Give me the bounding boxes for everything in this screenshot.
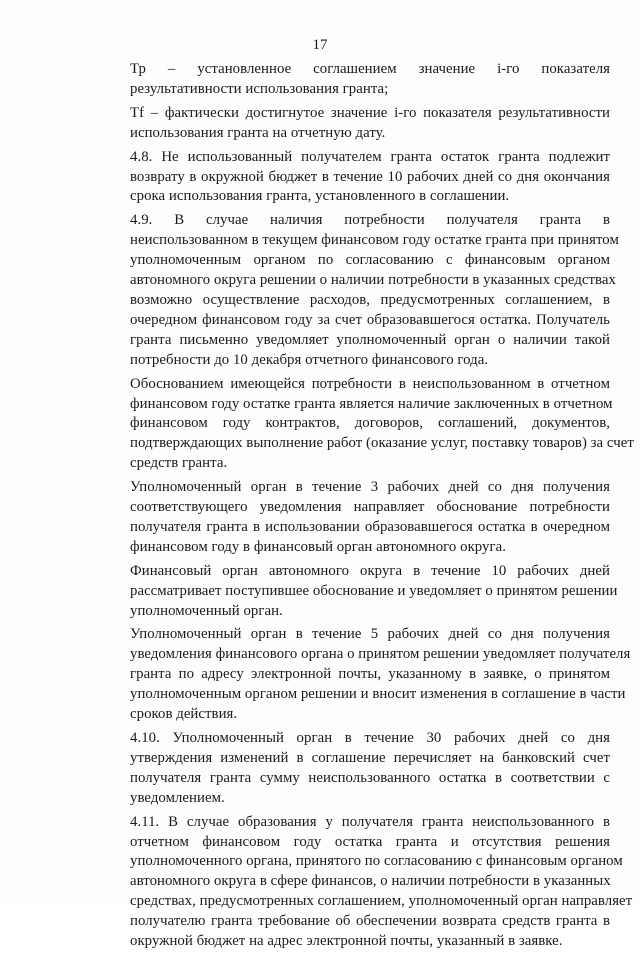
- text-line: автономного округа в сфере финансов, о наличии потребности в указанных: [130, 873, 611, 890]
- document-body: [96, 60, 634, 956]
- paragraph-clause-4-8: [96, 148, 610, 208]
- paragraph-authorized-body-3-days: [96, 478, 610, 558]
- text-line: уполномоченным органом по согласованию с финансовым органом: [130, 252, 610, 269]
- text-line: Tf – фактически достигнутое значение i-го показателя результативности: [130, 104, 610, 121]
- text-line: Уполномоченный орган в течение 5 рабочих дней со дня получения: [130, 626, 610, 643]
- text-line: сроков действия.: [130, 706, 238, 723]
- text-line: получателю гранта требование об обеспечении возврата средств гранта в: [130, 913, 610, 930]
- text-line: 4.9. В случае наличия потребности получателя гранта в: [130, 212, 610, 229]
- text-line: уполномоченного органа, принятого по согласованию с финансовым органом: [130, 853, 623, 870]
- text-line: средств гранта.: [130, 455, 228, 472]
- text-line: получателя гранта в использовании образовавшегося остатка в очередном: [130, 518, 610, 535]
- page-number: 17: [312, 37, 328, 53]
- paragraph-clause-4-9: [96, 211, 619, 370]
- text-line: 4.10. Уполномоченный орган в течение 30 рабочих дней со дня: [130, 730, 610, 746]
- paragraph-authorized-body-5-days: [96, 625, 631, 725]
- text-line: получателя гранта сумму неиспользованного остатка в соответствии с: [130, 769, 610, 786]
- paragraph-clause-4-10: [96, 729, 610, 809]
- text-line: гранта по адресу электронной почты, указанному в заявке, о принятом: [130, 666, 610, 683]
- paragraph-financial-body-10-days: [96, 562, 618, 622]
- text-line: Тр – установленное соглашением значение i-го показателя: [130, 61, 610, 77]
- text-line: результативности использования гранта;: [130, 80, 389, 97]
- text-line: уведомлением.: [130, 789, 225, 806]
- paragraph-justification: [96, 375, 634, 475]
- text-line: финансовом году в финансовый орган автономного округа.: [130, 538, 506, 555]
- text-line: рассматривает поступившее обоснование и уведомляет о принятом решении: [130, 582, 618, 599]
- text-line: средствах, предусмотренных соглашением, уполномоченный орган направляет: [130, 893, 633, 910]
- text-line: уведомления финансового органа о принятом решении уведомляет получателя: [130, 646, 631, 663]
- text-line: финансовом году контрактов, договоров, соглашений, документов,: [130, 415, 610, 432]
- text-line: подтверждающих выполнение работ (оказание услуг, поставку товаров) за счет: [130, 435, 634, 452]
- text-line: потребности до 10 декабря отчетного финансового года.: [130, 351, 489, 368]
- text-line: возврату в окружной бюджет в течение 10 рабочих дней со дня окончания: [130, 168, 610, 185]
- text-line: использования гранта на отчетную дату.: [130, 124, 386, 141]
- text-line: срока использования гранта, установленного в соглашении.: [130, 188, 510, 205]
- text-line: финансовом году остатке гранта является наличие заключенных в отчетном: [130, 395, 613, 412]
- text-line: автономного округа решении о наличии потребности в указанных средствах: [130, 272, 616, 289]
- text-line: окружной бюджет на адрес электронной почты, указанный в заявке.: [130, 933, 563, 950]
- text-line: Обоснованием имеющейся потребности в неиспользованном в отчетном: [130, 375, 610, 392]
- text-line: 4.11. В случае образования у получателя гранта неиспользованного в: [130, 813, 610, 830]
- text-line: уполномоченным органом решении и вносит изменения в соглашение в части: [130, 686, 626, 703]
- text-line: уполномоченный орган.: [130, 602, 283, 619]
- text-line: соответствующего уведомления направляет обоснование потребности: [130, 499, 610, 516]
- text-line: отчетном финансовом году остатка гранта и отсутствия решения: [130, 833, 610, 850]
- text-line: Уполномоченный орган в течение 3 рабочих дней со дня получения: [130, 479, 610, 496]
- text-line: неиспользованном в текущем финансовом году остатке гранта при принятом: [130, 232, 619, 249]
- text-line: 4.8. Не использованный получателем гранта остаток гранта подлежит: [130, 148, 610, 165]
- paragraph-tf-definition: [96, 104, 610, 144]
- text-line: гранта письменно уведомляет уполномоченный орган о наличии такой: [130, 331, 610, 348]
- paragraph-clause-4-11: [96, 813, 633, 952]
- paragraph-tp-definition: [96, 60, 610, 100]
- text-line: утверждения изменений в соглашение перечисляет на банковский счет: [130, 749, 610, 766]
- text-line: очередном финансовом году за счет образовавшегося остатка. Получатель: [130, 311, 610, 328]
- text-line: возможно осуществление расходов, предусмотренных соглашением, в: [130, 291, 610, 308]
- text-line: Финансовый орган автономного округа в течение 10 рабочих дней: [130, 562, 610, 579]
